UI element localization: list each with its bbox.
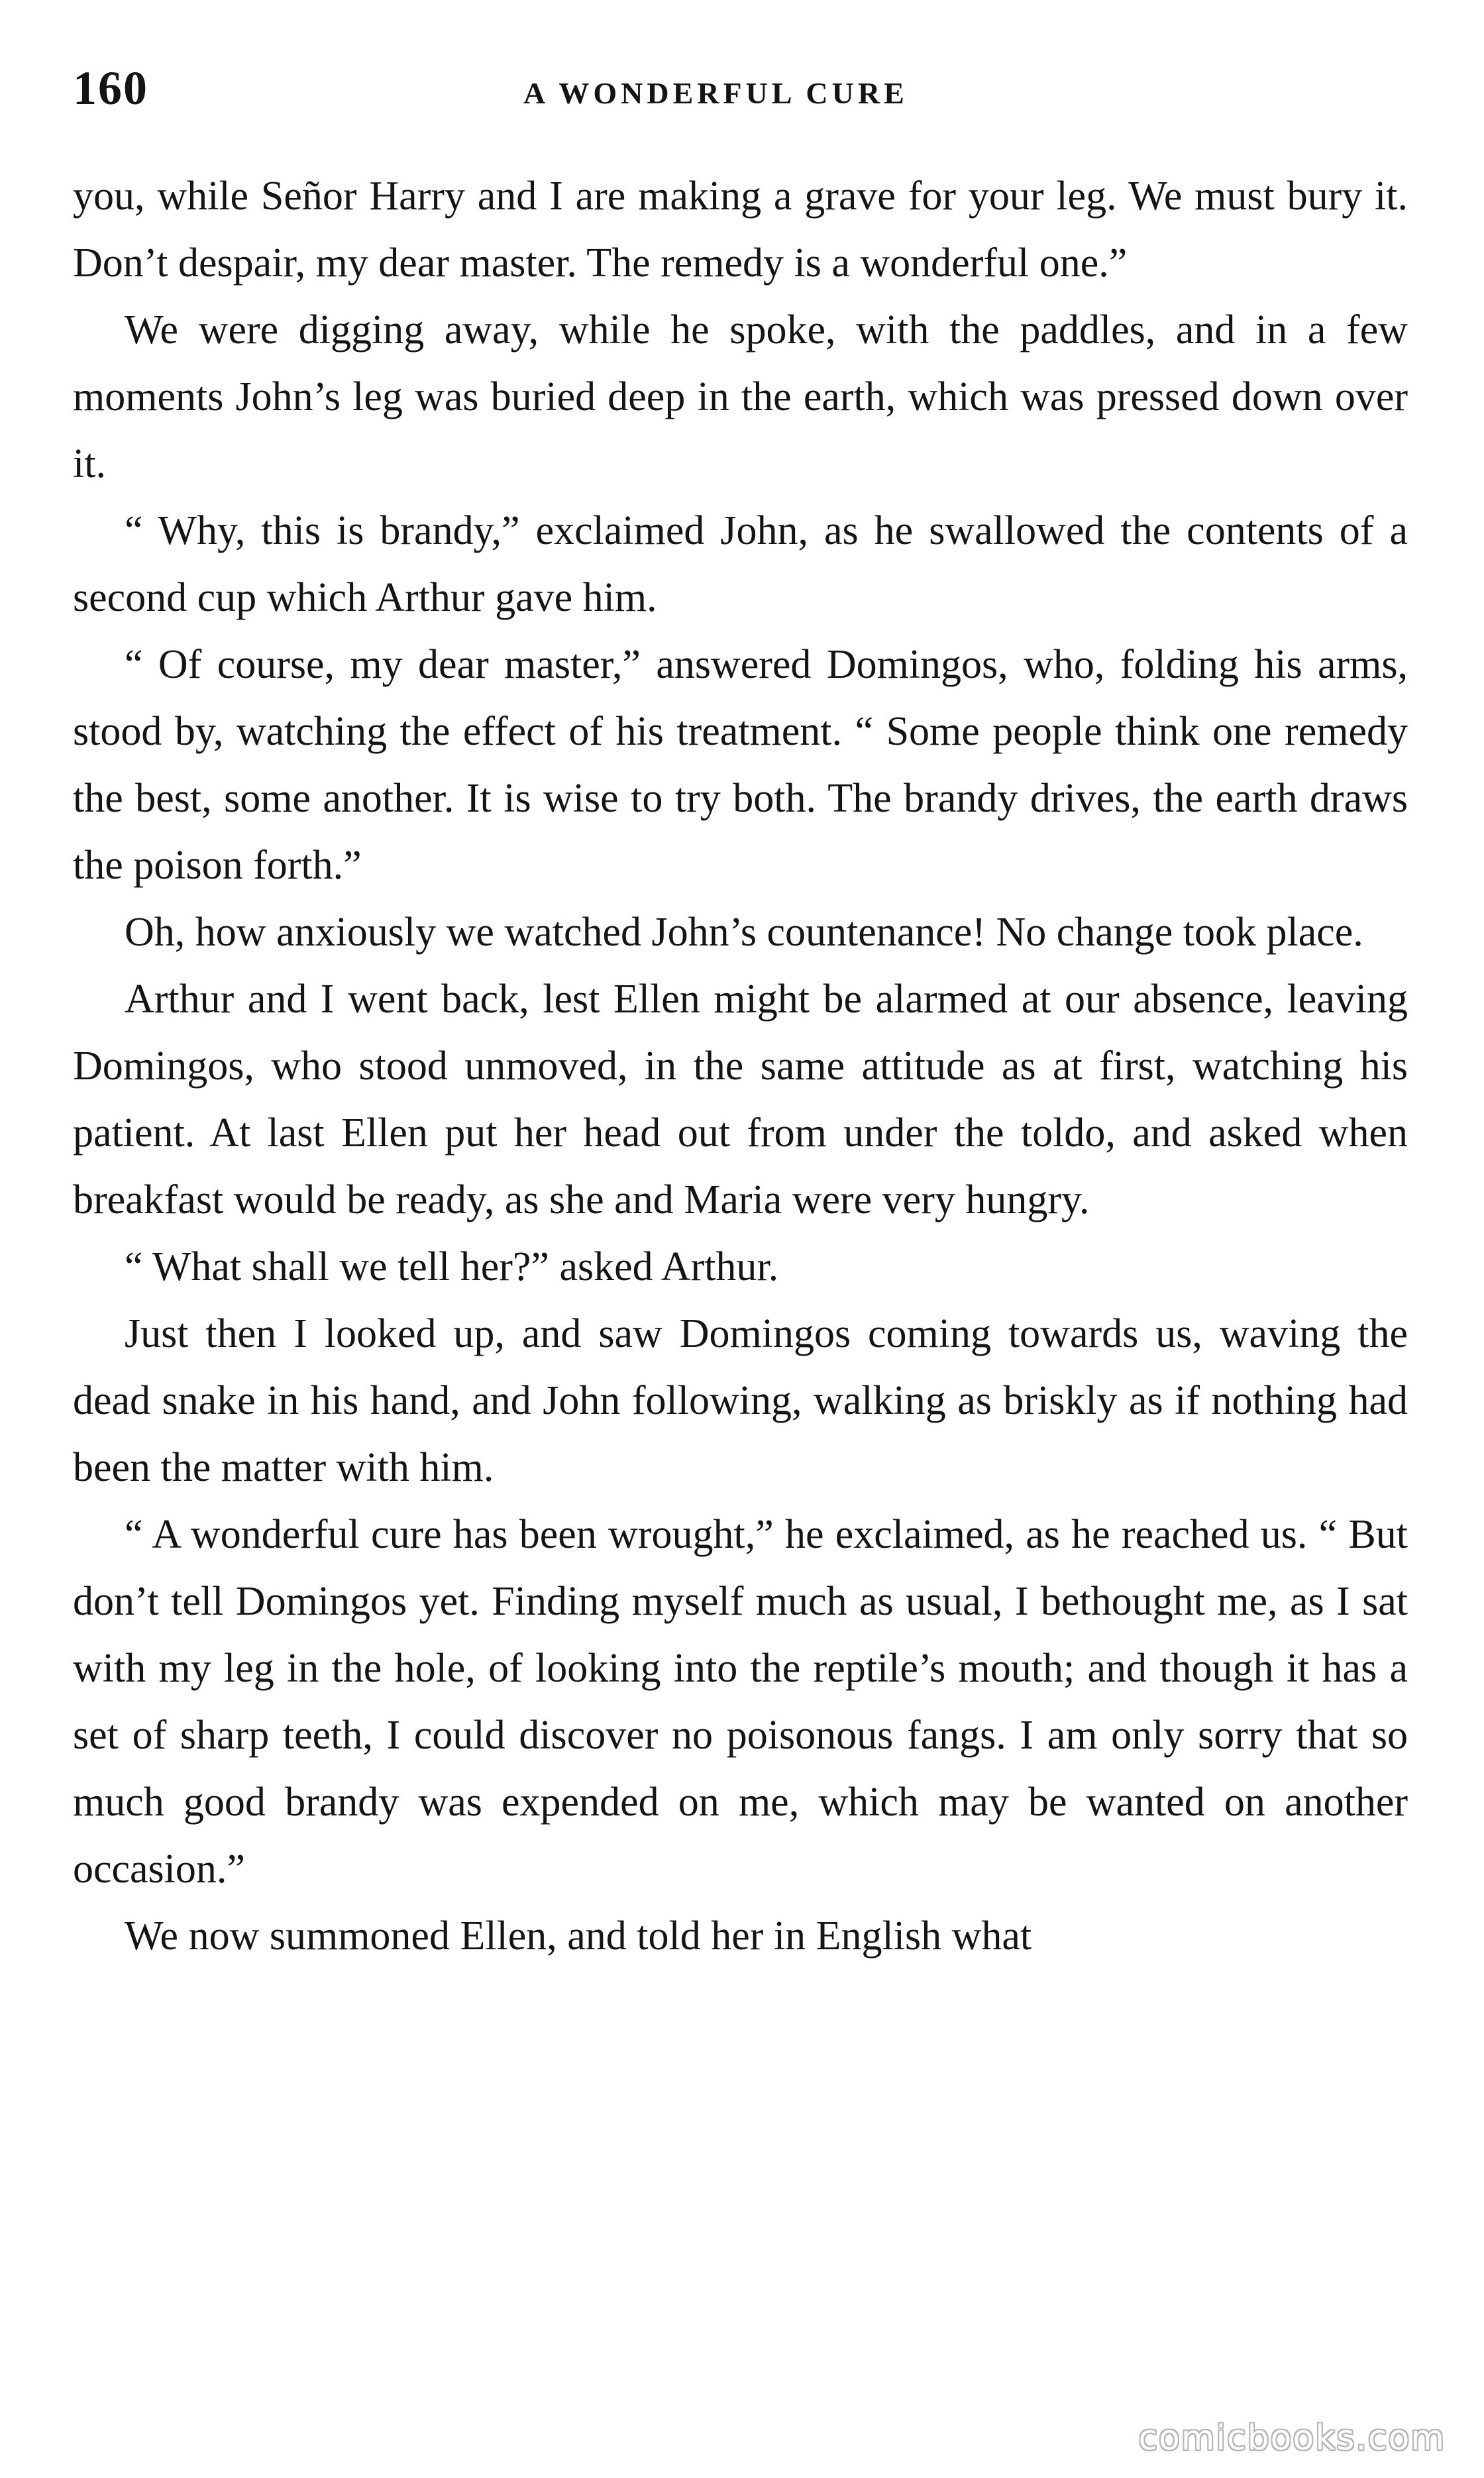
paragraph: Arthur and I went back, lest Ellen might be alarmed at our absence, leaving Domingos, who stood unmoved, in the same attitude as at first, watching his patient. At last Ellen put her head out from under the toldo, and asked when breakfast would be ready, as she and Maria were very hungry.	[73, 977, 1408, 1222]
paragraph: “ Why, this is brandy,” exclaimed John, as he swallowed the contents of a second cup which Arthur gave him.	[73, 508, 1408, 620]
page-number: 160	[73, 62, 148, 115]
watermark: comicbooks.com	[1138, 2418, 1446, 2458]
running-head	[73, 61, 1418, 127]
paragraph: We were digging away, while he spoke, with the paddles, and in a few moments John’s leg was buried deep in the earth, which was pressed down over it.	[73, 307, 1408, 486]
paragraph: “ Of course, my dear master,” answered Domingos, who, folding his arms, stood by, watching the effect of his treatment. “ Some people think one remedy the best, some another. It is wise to try both. The brandy drives, the earth draws the poison forth.”	[73, 642, 1408, 888]
paragraph: Oh, how anxiously we watched John’s countenance! No change took place.	[125, 910, 1363, 955]
paragraph: you, while Señor Harry and I are making a grave for your leg. We must bury it. Don’t despair, my dear master. The remedy is a wonderful one.”	[73, 174, 1408, 286]
running-title: A WONDERFUL CURE	[523, 76, 908, 110]
paragraph: “ A wonderful cure has been wrought,” he exclaimed, as he reached us. “ But don’t tell Domingos yet. Finding myself much as usual, I bethought me, as I sat with my leg in the hole, of looking into the reptile’s mouth; and though it has a set of sharp teeth, I could discover no poisonous fangs. I am only sorry that so much good brandy was expended on me, which may be wanted on another occasion.”	[73, 1512, 1408, 1892]
paragraph: Just then I looked up, and saw Domingos coming towards us, waving the dead snake in his hand, and John following, walking as briskly as if nothing had been the matter with him.	[73, 1311, 1408, 1490]
paragraph: “ What shall we tell her?” asked Arthur.	[125, 1244, 779, 1289]
body-text	[73, 163, 1408, 1970]
paragraph: We now summoned Ellen, and told her in English what	[125, 1913, 1032, 1959]
